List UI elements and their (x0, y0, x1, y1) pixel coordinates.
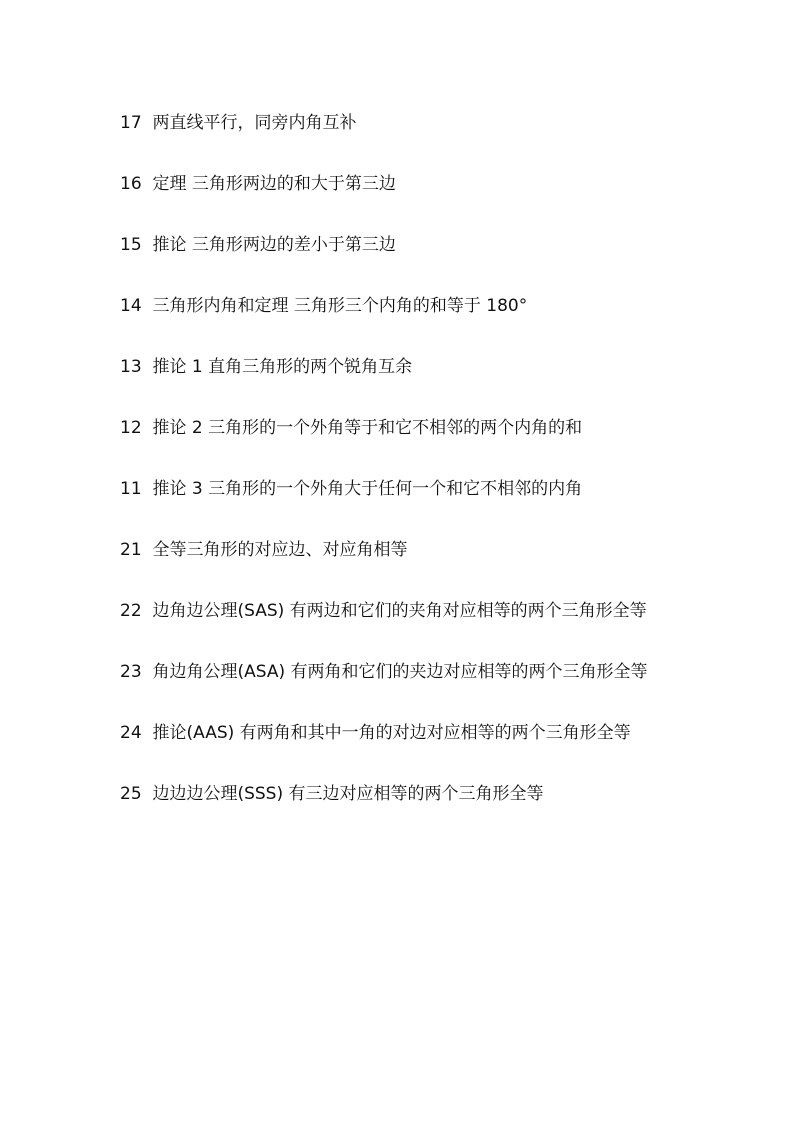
item-text: 定理 三角形两边的和大于第三边 (152, 174, 396, 194)
list-item (120, 225, 680, 266)
item-text: 推论(AAS) 有两角和其中一角的对边对应相等的两个三角形全等 (152, 723, 631, 743)
item-number: 16 (120, 174, 142, 194)
list-item (120, 469, 680, 510)
list-item (120, 347, 680, 388)
item-number: 15 (120, 235, 142, 255)
item-number: 21 (120, 540, 142, 560)
list-item (120, 408, 680, 449)
item-number: 11 (120, 479, 142, 499)
list-item (120, 286, 680, 327)
item-text: 三角形内角和定理 三角形三个内角的和等于 180° (152, 296, 528, 316)
item-text: 推论 2 三角形的一个外角等于和它不相邻的两个内角的和 (152, 418, 583, 438)
item-number: 17 (120, 113, 142, 133)
item-number: 23 (120, 662, 142, 682)
list-item (120, 103, 680, 144)
item-text: 推论 1 直角三角形的两个锐角互余 (152, 357, 413, 377)
list-item (120, 713, 680, 754)
item-number: 24 (120, 723, 142, 743)
item-text: 边角边公理(SAS) 有两边和它们的夹角对应相等的两个三角形全等 (152, 601, 647, 621)
list-item (120, 164, 680, 205)
item-number: 13 (120, 357, 142, 377)
item-number: 12 (120, 418, 142, 438)
item-text: 全等三角形的对应边、对应角相等 (152, 540, 408, 560)
item-text: 推论 3 三角形的一个外角大于任何一个和它不相邻的内角 (152, 479, 583, 499)
item-text: 推论 三角形两边的差小于第三边 (152, 235, 396, 255)
item-number: 25 (120, 784, 142, 804)
list-item (120, 774, 680, 815)
theorem-list (120, 103, 680, 835)
list-item (120, 652, 680, 693)
item-number: 22 (120, 601, 142, 621)
list-item (120, 530, 680, 571)
list-item (120, 591, 680, 632)
item-text: 角边角公理(ASA) 有两角和它们的夹边对应相等的两个三角形全等 (152, 662, 648, 682)
item-text: 两直线平行，同旁内角互补 (152, 113, 357, 133)
item-number: 14 (120, 296, 142, 316)
item-text: 边边边公理(SSS) 有三边对应相等的两个三角形全等 (152, 784, 544, 804)
